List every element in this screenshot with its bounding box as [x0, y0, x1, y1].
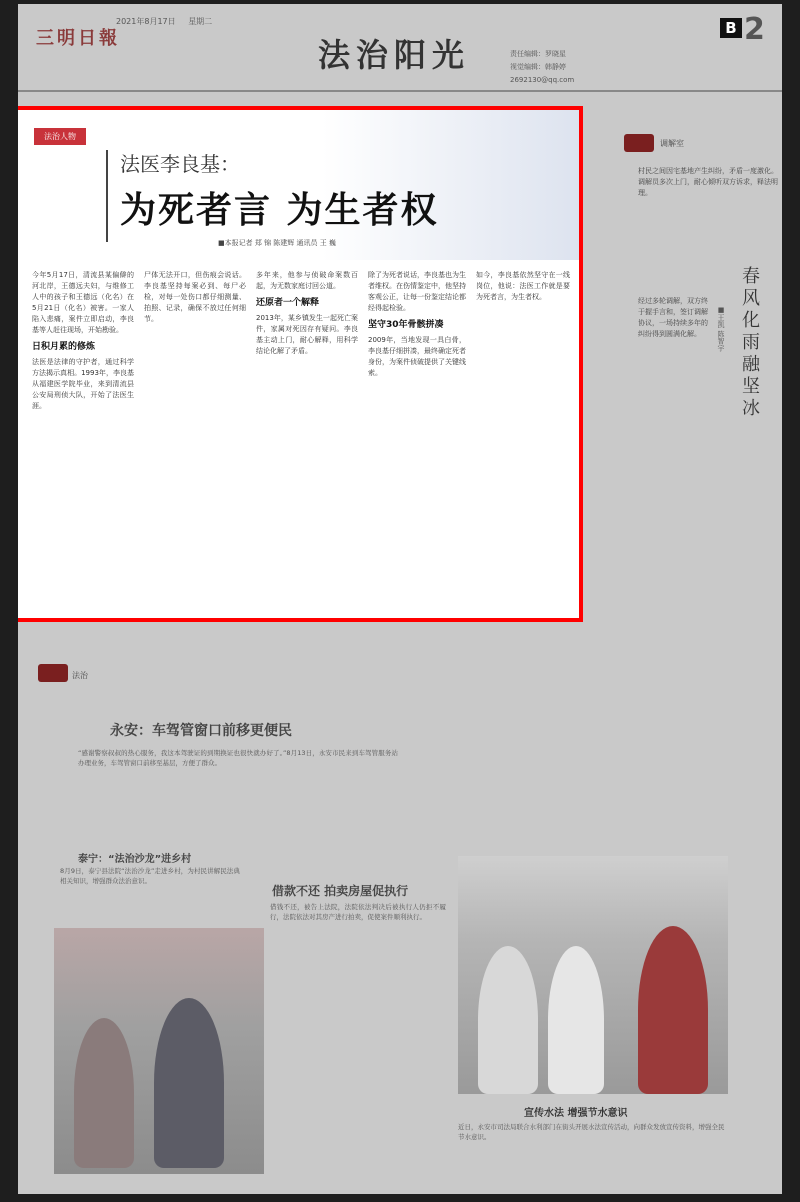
paragraph: 如今，李良基依然坚守在一线岗位，他说：法医工作就是要为死者言，为生者权。: [476, 271, 570, 301]
featured-article[interactable]: [18, 106, 583, 622]
paragraph: 2009年，当地发现一具白骨，李良基仔细拼凑，最终确定死者身份，为案件侦破提供了关键线索。: [368, 336, 466, 377]
person-figure: [548, 946, 604, 1094]
column-logo-icon: [624, 134, 654, 152]
person-figure: [478, 946, 538, 1094]
article-column-3: [256, 270, 358, 610]
article-kicker: 法医李良基：: [120, 152, 240, 176]
category-tag: 法治人物: [34, 128, 86, 145]
article-column-5: [476, 270, 570, 610]
title-divider: [106, 150, 108, 242]
section-logo-icon: [38, 664, 68, 682]
person-figure: [154, 998, 224, 1168]
yongan-headline: 永安：车驾管窗口前移更便民: [110, 723, 292, 739]
page-number: 2: [744, 12, 765, 47]
paragraph: 2013年，某乡镇发生一起死亡案件，家属对死因存有疑问。李良基主动上门，耐心解释，用科学结论化解了矛盾。: [256, 314, 358, 355]
issue-date: 2021年8月17日: [116, 17, 176, 26]
execution-headline: 借款不还 拍卖房屋促执行: [272, 884, 409, 898]
water-law-photo: [458, 856, 728, 1094]
paragraph: 多年来，他参与侦破命案数百起，为无数家庭讨回公道。: [256, 271, 358, 290]
lower-section: [18, 644, 782, 1194]
column-text: 经过多轮调解，双方终于握手言和，签订调解协议，一场持续多年的纠纷得到圆满化解。: [638, 297, 708, 338]
paragraph: 法医是法律的守护者，通过科学方法揭示真相。1993年，李良基从福建医学院毕业，来到清流县公安局刑侦大队，开始了法医生涯。: [32, 358, 134, 410]
issue-meta: [116, 16, 222, 27]
paragraph: 尸体无法开口，但伤痕会说话。李良基坚持每案必到、每尸必检，对每一处伤口都仔细测量、拍照、记录，确保不放过任何细节。: [144, 271, 246, 323]
column-text: 村民之间因宅基地产生纠纷，矛盾一度激化。调解员多次上门，耐心倾听双方诉求，释法明理。: [638, 167, 778, 197]
column-title: 春风化雨融坚冰: [739, 266, 760, 420]
photo-caption-title: 宣传水法 增强节水意识: [524, 1108, 628, 1119]
issue-weekday: 星期二: [188, 17, 213, 26]
subheading: 日积月累的修炼: [32, 342, 96, 352]
person-figure: [74, 1018, 134, 1168]
editor-credits: [510, 48, 574, 87]
column-label: 调解室: [660, 139, 684, 148]
editor: 责任编辑：罗晓星: [510, 50, 566, 58]
section-label: 法治: [72, 671, 88, 680]
person-figure: [638, 926, 708, 1094]
yongan-text: “感谢警察叔叔的热心服务，我这本驾驶证的到期换证也很快就办好了。”8月13日，永安市民来到车驾管服务站办理业务，车驾管窗口前移至基层，方便了群众。: [78, 749, 398, 767]
newspaper-logo: 三明日報: [36, 28, 120, 49]
column-byline: ■王凯 陈智宇: [717, 306, 725, 352]
subheading: 坚守30年骨骸拼凑: [368, 320, 444, 330]
article-byline: ■本报记者 郑 锦 陈建辉 通讯员 王 巍: [218, 239, 336, 247]
article-column-2: [144, 270, 246, 610]
page-letter: B: [720, 18, 742, 38]
paragraph: 今年5月17日，清流县某偏僻的河北岸，王德远夫妇，与维修工人中的孩子和王德远（化名）在5月21日（化名）被害。一家人陷入悲痛，案件立即启动，李良基等人赶往现场，开始勘验。: [32, 271, 134, 334]
photo-caption-text: 近日，永安市司法局联合水利部门在街头开展水法宣传活动，向群众发放宣传资料，增强全民节水意识。: [458, 1123, 725, 1141]
section-title: 法治阳光: [318, 36, 471, 74]
article-column-1: [32, 270, 134, 610]
paragraph: 除了为死者说话，李良基也为生者维权。在伤情鉴定中，他坚持客观公正，让每一份鉴定结论都经得起检验。: [368, 271, 466, 312]
designer: 视觉编辑：韩静婷: [510, 63, 566, 71]
newspaper-page: [18, 4, 782, 1194]
subheading: 还原者一个解释: [256, 298, 320, 308]
article-column-4: [368, 270, 466, 610]
taining-headline: 泰宁：“法治沙龙”进乡村: [78, 854, 192, 865]
execution-text: 借钱不还，被告上法院，法院依法判决后被执行人仍拒不履行，法院依法对其房产进行拍卖，促使案件顺利执行。: [270, 903, 446, 921]
masthead: [18, 4, 782, 92]
taining-text: 8月9日，泰宁县法院“法治沙龙”走进乡村，为村民讲解民法典相关知识，增强群众法治意识。: [60, 867, 240, 885]
article-headline: 为死者言 为生者权: [120, 189, 439, 231]
contact-email: 2692130@qq.com: [510, 76, 575, 84]
village-photo: [54, 928, 264, 1174]
